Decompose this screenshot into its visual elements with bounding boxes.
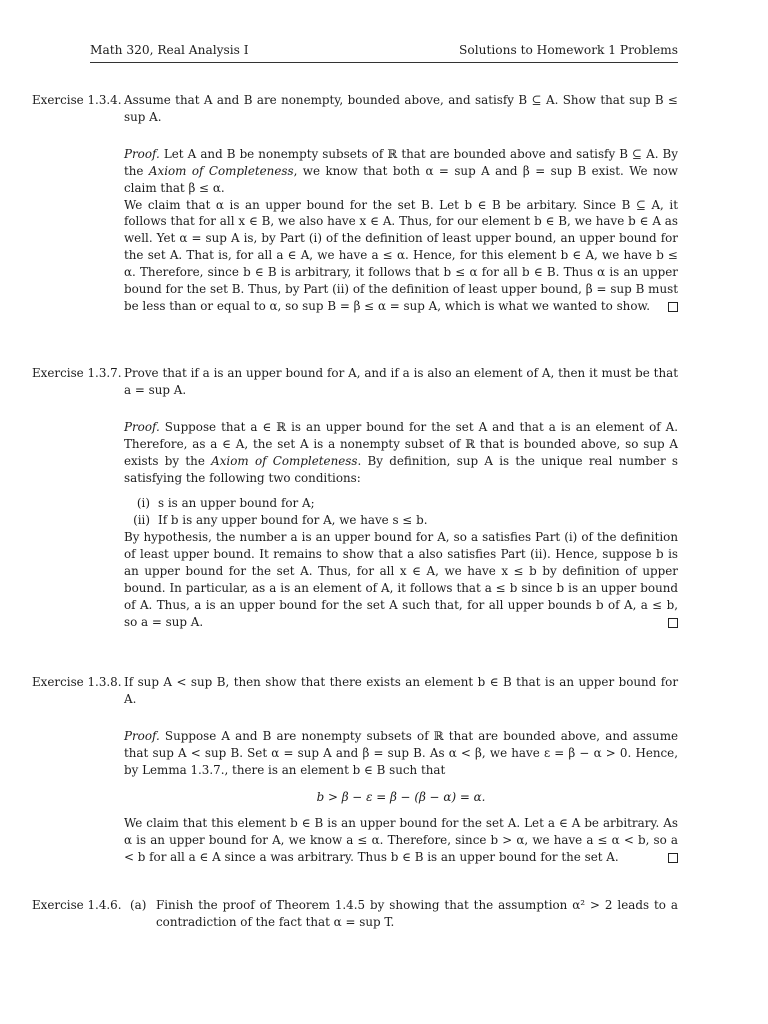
axiom-name: Axiom of Completeness	[211, 453, 358, 468]
display-equation: b > β − ε = β − (β − α) = α.	[316, 789, 486, 804]
qed-symbol	[668, 302, 678, 312]
list-item: (i) s is an upper bound for A;	[136, 496, 315, 511]
proof-paragraph: We claim that this element b ∈ B is an upper bound for the set A. Let a ∈ A be arbitrary. As α is an upper bound for A, we know a ≤ α. Therefore, since b > α, we have a ≤ α < b, so a < b for all a ∈ A since a was arbitrary. Thus b ∈ B is an upper bound for the set A.	[124, 816, 678, 865]
proof-paragraph: Proof. Suppose that a ∈ ℝ is an upper bound for the set A and that a is an element of A. Therefore, as a ∈ A, the set A is a nonempty subset of ℝ that is bounded above, so sup A exists by the Axiom of Completeness. By definition, sup A is the unique real number s satisfying the following two conditions:	[124, 419, 679, 485]
page-header	[90, 42, 678, 59]
exercise-1-3-4	[32, 92, 678, 315]
exercise-label: Exercise 1.3.7.	[32, 366, 122, 380]
header-rule	[90, 62, 678, 63]
proof-label: Proof.	[124, 419, 160, 434]
exercise-statement: If sup A < sup B, then show that there exists an element b ∈ B that is an upper bound for A.	[124, 675, 678, 706]
proof-paragraph: By hypothesis, the number a is an upper bound for A, so a satisfies Part (i) of the definition of least upper bound. It remains to show that a also satisfies Part (ii). Hence, suppose b is an upper bound for the set A. Thus, for all x ∈ A, we have x ≤ b by definition of upper bound. In particular, as a is an element of A, it follows that a ≤ b since b is an upper bound of A. Thus, a is an upper bound for the set A such that, for all upper bounds b of A, a ≤ b, so a = sup A.	[124, 530, 678, 629]
exercise-label: Exercise 1.4.6.	[32, 898, 122, 912]
proof-paragraph: Proof. Let A and B be nonempty subsets of ℝ that are bounded above and satisfy B ⊆ A. By the Axiom of Completeness, we know that both α = sup A and β = sup B exist. We now claim that β ≤ α.	[124, 146, 679, 195]
list-item: (ii) If b is any upper bound for A, we have s ≤ b.	[133, 513, 428, 528]
exercise-label: Exercise 1.3.8.	[32, 675, 122, 689]
exercise-1-3-7	[32, 365, 678, 631]
exercise-statement: Assume that A and B are nonempty, bounded above, and satisfy B ⊆ A. Show that sup B ≤ sup A.	[124, 93, 678, 124]
qed-symbol	[668, 853, 678, 863]
proof-label: Proof.	[124, 728, 160, 743]
proof-label: Proof.	[124, 146, 160, 161]
document-title: Solutions to Homework 1 Problems	[459, 43, 678, 57]
condition-list	[128, 495, 678, 529]
proof-paragraph: Proof. Suppose A and B are nonempty subsets of ℝ that are bounded above, and assume that sup A < sup B. Set α = sup A and β = sup B. As α < β, we have ε = β − α > 0. Hence, by Lemma 1.3.7., there is an element b ∈ B such that	[124, 728, 679, 777]
proof-paragraph: We claim that α is an upper bound for the set B. Let b ∈ B be arbitary. Since B ⊆ A, it follows that for all x ∈ B, we also have x ∈ A. Thus, for our element b ∈ B, we have b ∈ A as well. Yet α = sup A is, by Part (i) of the definition of least upper bound, an upper bound for the set A. That is, for all a ∈ A, we have a ≤ α. Hence, for this element b ∈ A, we have b ≤ α. Therefore, since b ∈ B is arbitrary, it follows that b ≤ α for all b ∈ B. Thus α is an upper bound for the set B. Thus, by Part (ii) of the definition of least upper bound, β = sup B must be less than or equal to α, so sup B = β ≤ α = sup A, which is what we wanted to show.	[124, 197, 678, 313]
exercise-label: Exercise 1.3.4.	[32, 93, 122, 107]
course-title: Math 320, Real Analysis I	[90, 43, 249, 57]
exercise-statement: Prove that if a is an upper bound for A, and if a is also an element of A, then it must be that a = sup A.	[124, 366, 678, 397]
list-item: (a) Finish the proof of Theorem 1.4.5 by showing that the assumption α² > 2 leads to a contradiction of the fact that α = sup T.	[130, 898, 678, 929]
axiom-name: Axiom of Completeness	[148, 163, 294, 178]
exercise-1-3-8	[32, 674, 678, 866]
qed-symbol	[668, 618, 678, 628]
exercise-1-4-6	[32, 897, 678, 931]
